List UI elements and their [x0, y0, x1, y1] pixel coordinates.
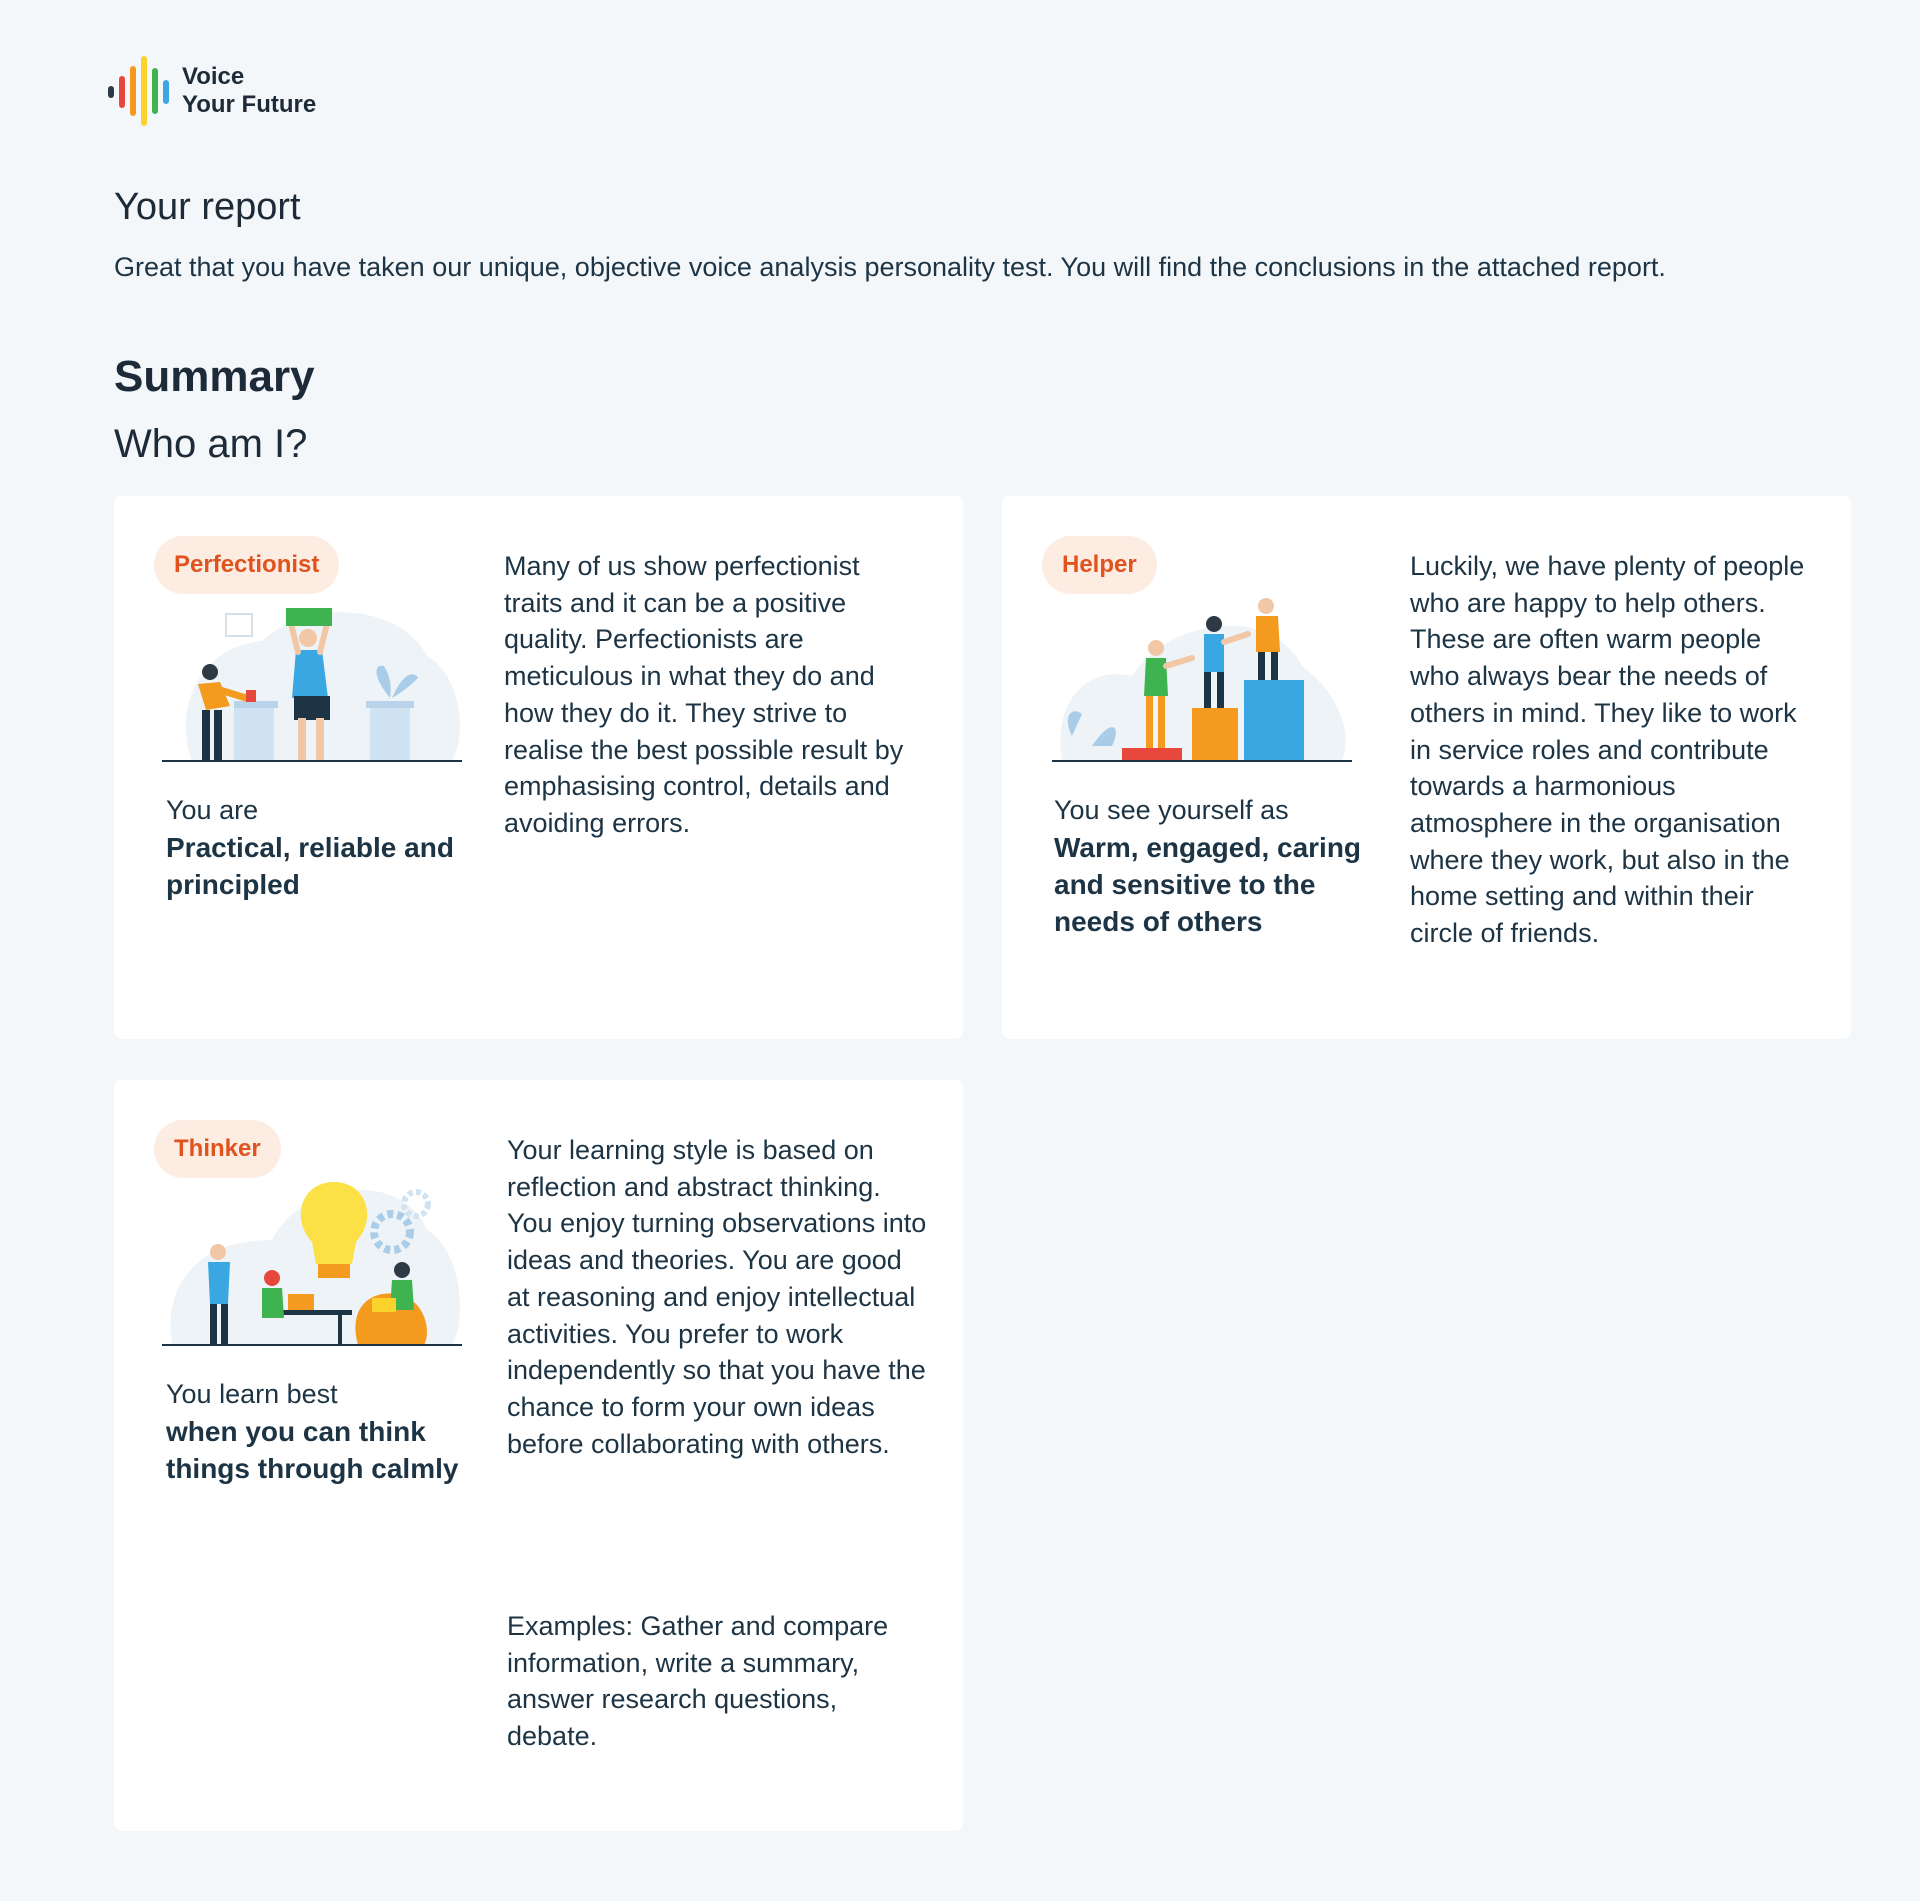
- brand-line1: Voice: [182, 63, 245, 90]
- helper-illustration: [1052, 596, 1356, 766]
- who-am-i-heading: Who am I?: [114, 422, 308, 466]
- card-lead-perfectionist: You are: [166, 795, 259, 825]
- badge-perfectionist: Perfectionist: [154, 536, 339, 594]
- brand-name: [182, 63, 316, 119]
- page-title: Your report: [114, 186, 301, 228]
- personality-card-perfectionist: [114, 496, 963, 1039]
- summary-heading: Summary: [114, 352, 315, 401]
- badge-thinker: Thinker: [154, 1120, 281, 1178]
- card-description-thinker: Your learning style is based on reflection and abstract thinking. You enjoy turning observations into ideas and theories. You are good at reasoning and enjoy intellectual activities. You prefer to work independently so that you have the chance to form your own ideas before collaborating with others.: [507, 1135, 927, 1459]
- perfectionist-illustration: [162, 586, 466, 766]
- personality-card-thinker: [114, 1080, 963, 1831]
- intro-text: Great that you have taken our unique, objective voice analysis personality test. You will find the conclusions in the attached report.: [114, 252, 1666, 282]
- card-trait-thinker: when you can think things through calmly: [166, 1416, 459, 1484]
- card-trait-helper: Warm, engaged, caring and sensitive to the needs of others: [1054, 832, 1362, 937]
- card-lead-thinker: You learn best: [166, 1379, 338, 1409]
- card-trait-perfectionist: Practical, reliable and principled: [166, 832, 454, 900]
- personality-card-helper: [1002, 496, 1851, 1039]
- brand-logo[interactable]: [108, 56, 316, 126]
- brand-line2: Your Future: [182, 91, 317, 118]
- card-examples-thinker: Examples: Gather and compare information, write a summary, answer research questions, debate.: [507, 1611, 889, 1752]
- card-description-helper: Luckily, we have plenty of people who are happy to help others. These are often warm people who always bear the needs of others in mind. They like to work in service roles and contribute towards a harmonious atmosphere in the organisation where they work, but also in the home setting and within their circle of friends.: [1410, 551, 1805, 949]
- voice-bars-icon: [108, 56, 170, 126]
- card-lead-helper: You see yourself as: [1054, 795, 1289, 825]
- card-description-perfectionist: Many of us show perfectionist traits and it can be a positive quality. Perfectionists are meticulous in what they do and how they do it. They strive to realise the best possible result by emphasising control, details and avoiding errors.: [504, 551, 904, 838]
- thinker-illustration: [162, 1170, 466, 1350]
- badge-helper: Helper: [1042, 536, 1157, 594]
